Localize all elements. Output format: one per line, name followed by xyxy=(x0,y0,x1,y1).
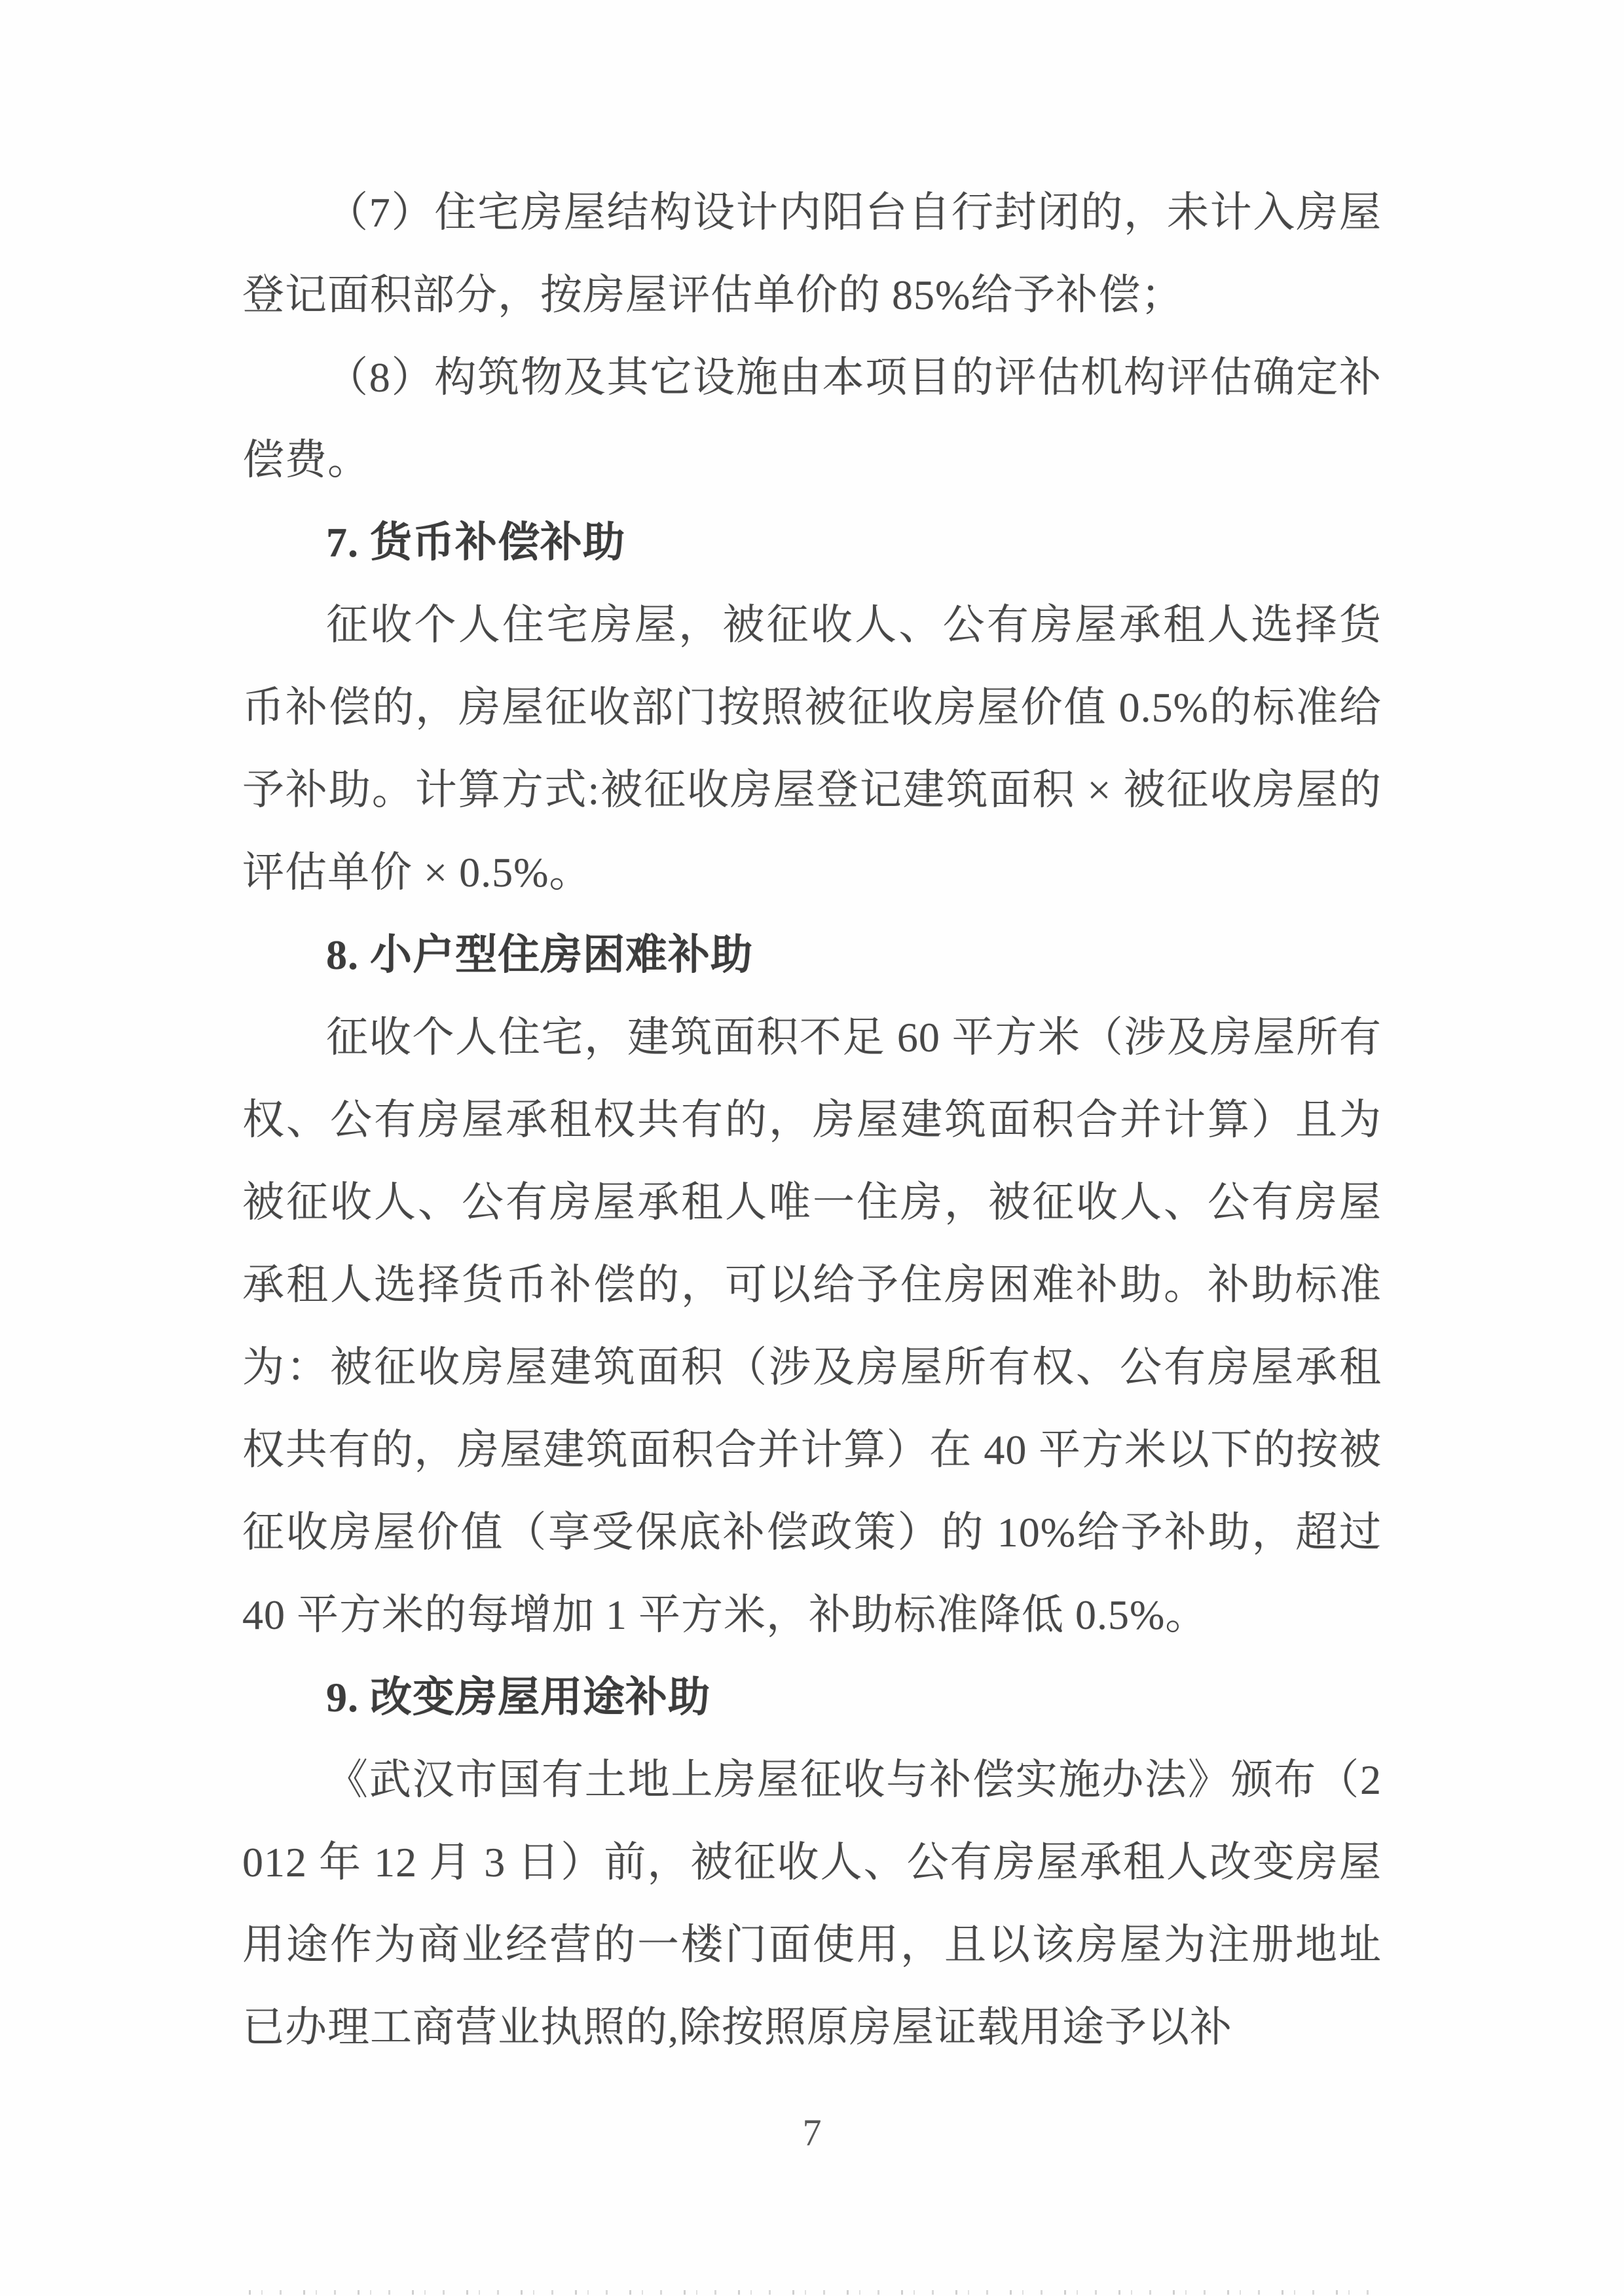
section-heading-7-monetary-compensation-subsidy: 7. 货币补偿补助 xyxy=(326,519,625,566)
document-body xyxy=(242,172,1382,2069)
page-number: 7 xyxy=(802,2111,822,2154)
section-heading-8-small-unit-housing-subsidy: 8. 小户型住房困难补助 xyxy=(326,932,753,978)
paragraph-usage-change-detail: 《武汉市国有土地上房屋征收与补偿实施办法》颁布（2012 年 12 月 3 日）前，被征收人、公有房屋承租人改变房屋用途作为商业经营的一楼门面使用，且以该房屋为注册地址已办理工商营业执照的,除按照原房屋证载用途予以补 xyxy=(242,1757,1382,2050)
section-heading-9-usage-change-subsidy: 9. 改变房屋用途补助 xyxy=(326,1674,710,1721)
paragraph-small-unit-housing-detail: 征收个人住宅，建筑面积不足 60 平方米（涉及房屋所有权、公有房屋承租权共有的，房屋建筑面积合并计算）且为被征收人、公有房屋承租人唯一住房，被征收人、公有房屋承租人选择货币补偿的，可以给予住房困难补助。补助标准为：被征收房屋建筑面积（涉及房屋所有权、公有房屋承租权共有的，房屋建筑面积合并计算）在 40 平方米以下的按被征收房屋价值（享受保底补偿政策）的 10%给予补助，超过 40 平方米的每增加 1 平方米，补助标准降低 0.5%。 xyxy=(242,1014,1382,1638)
paragraph-item-8-structures: （8）构筑物及其它设施由本项目的评估机构评估确定补偿费。 xyxy=(242,354,1382,483)
paragraph-item-7-balcony: （7）住宅房屋结构设计内阳台自行封闭的，未计入房屋登记面积部分，按房屋评估单价的 85%给予补偿； xyxy=(242,189,1382,318)
paragraph-monetary-compensation-detail: 征收个人住宅房屋，被征收人、公有房屋承租人选择货币补偿的，房屋征收部门按照被征收房屋价值 0.5%的标准给予补助。计算方式:被征收房屋登记建筑面积 × 被征收房屋的评估单价 × 0.5%。 xyxy=(242,602,1382,896)
clipped-next-page-line xyxy=(249,2286,1382,2296)
clipped-text-marks xyxy=(249,2290,1382,2295)
